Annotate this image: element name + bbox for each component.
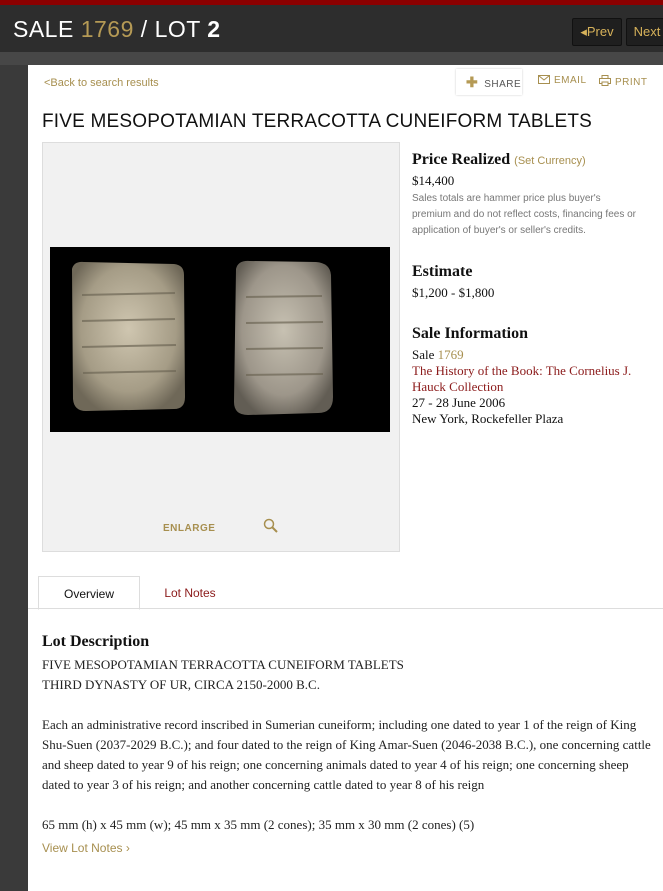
price-note: Sales totals are hammer price plus buyer's premium and do not reflect costs, financing fees or application of buyer's or seller's credits. — [412, 193, 637, 236]
sale-dates: 27 - 28 June 2006 — [412, 395, 506, 410]
lot-title: FIVE MESOPOTAMIAN TERRACOTTA CUNEIFORM TABLETS — [42, 111, 593, 132]
plus-icon: ✚ — [466, 74, 479, 90]
sale-info-heading: Sale Information — [412, 325, 528, 342]
share-button[interactable] — [456, 69, 522, 95]
lot-number: 2 — [207, 16, 221, 42]
lot-description — [42, 633, 652, 855]
share-label: SHARE — [484, 79, 522, 90]
estimate-heading: Estimate — [412, 263, 473, 280]
separator: / — [140, 16, 148, 42]
email-label: EMAIL — [554, 75, 587, 86]
envelope-icon — [538, 75, 550, 84]
estimate-value: $1,200 - $1,800 — [412, 285, 495, 300]
sale-prefix: Sale — [412, 347, 435, 362]
lot-label: LOT — [154, 16, 201, 42]
price-heading: Price Realized — [412, 151, 511, 168]
printer-icon — [599, 75, 611, 86]
email-button[interactable] — [538, 75, 587, 86]
image-viewer — [42, 142, 400, 552]
collection-title-link[interactable]: The History of the Book: The Cornelius J. Hauck Collection — [412, 363, 632, 394]
description-dimensions: 65 mm (h) x 45 mm (w); 45 mm x 35 mm (2 cones); 35 mm x 30 mm (2 cones) (5) — [42, 817, 475, 832]
top-bar — [0, 0, 663, 52]
estimate-section — [412, 263, 642, 301]
tab-divider — [28, 608, 663, 609]
description-heading: Lot Description — [42, 633, 150, 650]
tab-overview[interactable]: Overview — [38, 576, 140, 610]
print-label: PRINT — [615, 77, 648, 88]
sale-info-section — [412, 325, 642, 427]
price-section — [412, 151, 642, 239]
tablets-photo — [50, 247, 390, 432]
tab-bar — [28, 576, 663, 608]
sale-location: New York, Rockefeller Plaza — [412, 411, 564, 426]
set-currency-link[interactable]: (Set Currency) — [514, 155, 586, 167]
print-button[interactable] — [599, 75, 648, 88]
prev-button[interactable]: ◂Prev — [572, 18, 622, 46]
lot-sidebar — [412, 151, 642, 427]
sale-label: SALE — [13, 16, 74, 42]
view-lot-notes-link[interactable]: View Lot Notes › — [42, 841, 130, 855]
header-strip — [0, 52, 663, 65]
description-body: Each an administrative record inscribed in Sumerian cuneiform; including one dated to year 1 of the reign of King Shu-Suen (2037-2029 B.C.); and four dated to the reign of King Amar-Suen (2046-2038 B.C.), one concerning cattle and sheep dated to year 9 of his reign; one concerning animals dated to year 4 of his reign; one concerning sheep dated to year 3 of his reign; and another concerning cattle dated to year 8 of his reign — [42, 717, 651, 792]
sale-number: 1769 — [80, 16, 134, 42]
tab-lot-notes[interactable]: Lot Notes — [164, 586, 216, 600]
lot-panel — [28, 65, 663, 891]
enlarge-button[interactable]: ENLARGE — [163, 523, 216, 534]
lot-image[interactable] — [50, 247, 390, 432]
description-line-2: THIRD DYNASTY OF UR, CIRCA 2150-2000 B.C. — [42, 677, 320, 692]
sale-lot-title — [13, 16, 221, 43]
description-line-1: FIVE MESOPOTAMIAN TERRACOTTA CUNEIFORM TABLETS — [42, 657, 404, 672]
price-value: $14,400 — [412, 173, 455, 188]
sale-number-link[interactable]: 1769 — [437, 347, 464, 362]
next-button[interactable]: Next — [626, 18, 663, 46]
sale-number-line — [412, 347, 642, 363]
back-to-results-link[interactable]: <Back to search results — [44, 77, 159, 89]
magnifier-icon[interactable] — [263, 518, 279, 534]
